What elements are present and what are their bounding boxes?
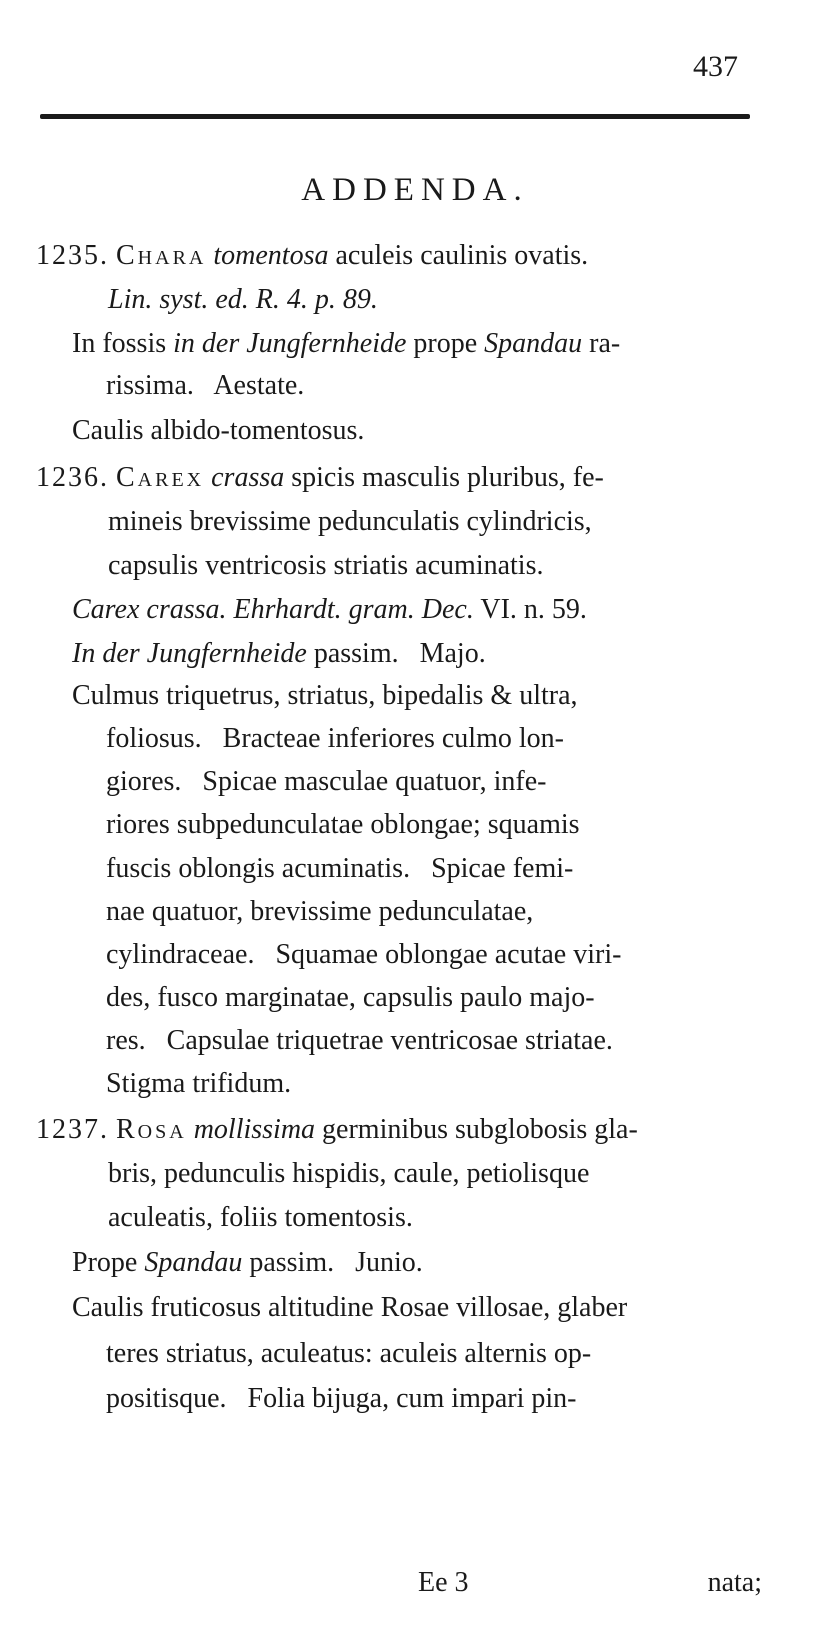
habitat-line bbox=[72, 1247, 423, 1279]
signature-mark: Ee 3 bbox=[418, 1567, 469, 1598]
entry-number: 1236. bbox=[36, 462, 109, 493]
description-line: Caulis fruticosus altitudine Rosae villosae, glaber bbox=[72, 1292, 628, 1323]
description-line: Culmus triquetrus, striatus, bipedalis & ultra, bbox=[72, 680, 578, 711]
habitat-text: passim. Majo. bbox=[313, 638, 486, 669]
description-line: giores. Spicae masculae quatuor, infe- bbox=[106, 766, 547, 797]
description-line: teres striatus, aculeatus: aculeis alternis op- bbox=[106, 1338, 592, 1369]
locality: in der Jungfernheide bbox=[173, 328, 407, 359]
habitat-text: In fossis bbox=[72, 328, 167, 359]
diagnosis: germinibus subglobosis gla- bbox=[322, 1114, 638, 1145]
description-line: fuscis oblongis acuminatis. Spicae femi- bbox=[106, 853, 574, 884]
catchword: nata; bbox=[707, 1567, 762, 1598]
description-line: res. Capsulae triquetrae ventricosae striatae. bbox=[106, 1025, 613, 1056]
habitat-line-2: rissima. Aestate. bbox=[106, 370, 305, 401]
page-number: 437 bbox=[693, 50, 738, 83]
synonym-reference: VI. n. 59. bbox=[480, 594, 587, 625]
genus-name: Carex bbox=[116, 462, 205, 493]
diagnosis-line: mineis brevissime pedunculatis cylindricis, bbox=[108, 506, 592, 537]
species-name: mollissima bbox=[193, 1114, 316, 1145]
description-line: cylindraceae. Squamae oblongae acutae viri- bbox=[106, 939, 622, 970]
reference: Lin. syst. ed. R. 4. p. 89. bbox=[108, 284, 378, 315]
entry-heading-line bbox=[36, 1114, 638, 1146]
description-line: Stigma trifidum. bbox=[106, 1068, 292, 1099]
habitat-line-1 bbox=[72, 328, 620, 360]
habitat-text: prope bbox=[413, 328, 478, 359]
diagnosis: spicis masculis pluribus, fe- bbox=[291, 462, 604, 493]
locality: Spandau bbox=[484, 328, 583, 359]
habitat-text: Prope bbox=[72, 1247, 138, 1278]
entry-number: 1235. bbox=[36, 240, 109, 271]
description-line: riores subpedunculatae oblongae; squamis bbox=[106, 809, 580, 840]
species-name: tomentosa bbox=[213, 240, 329, 271]
synonym: Carex crassa. Ehrhardt. gram. Dec. bbox=[72, 594, 474, 625]
genus-name: Rosa bbox=[116, 1114, 187, 1145]
habitat-line bbox=[72, 638, 486, 670]
header-rule bbox=[40, 114, 750, 119]
diagnosis: aculeis caulinis ovatis. bbox=[335, 240, 589, 271]
description-line: nae quatuor, brevissime pedunculatae, bbox=[106, 896, 534, 927]
synonym-line bbox=[72, 594, 587, 626]
diagnosis-line: capsulis ventricosis striatis acuminatis. bbox=[108, 550, 544, 581]
genus-name: Chara bbox=[116, 240, 207, 271]
section-heading: ADDENDA. bbox=[301, 172, 529, 208]
entry-heading-line bbox=[36, 240, 588, 272]
description-line: des, fusco marginatae, capsulis paulo majo- bbox=[106, 982, 595, 1013]
locality: Spandau bbox=[144, 1247, 243, 1278]
habitat-text: ra- bbox=[589, 328, 621, 359]
diagnosis-line: aculeatis, foliis tomentosis. bbox=[108, 1202, 413, 1233]
diagnosis-line: bris, pedunculis hispidis, caule, petiolisque bbox=[108, 1158, 590, 1189]
locality: In der Jungfernheide bbox=[72, 638, 307, 669]
description: Caulis albido-tomentosus. bbox=[72, 415, 365, 446]
entry-number: 1237. bbox=[36, 1114, 109, 1145]
habitat-text: passim. Junio. bbox=[249, 1247, 423, 1278]
entry-heading-line bbox=[36, 462, 604, 494]
description-line: foliosus. Bracteae inferiores culmo lon- bbox=[106, 723, 564, 754]
description-line: positisque. Folia bijuga, cum impari pin- bbox=[106, 1383, 577, 1414]
species-name: crassa bbox=[211, 462, 285, 493]
